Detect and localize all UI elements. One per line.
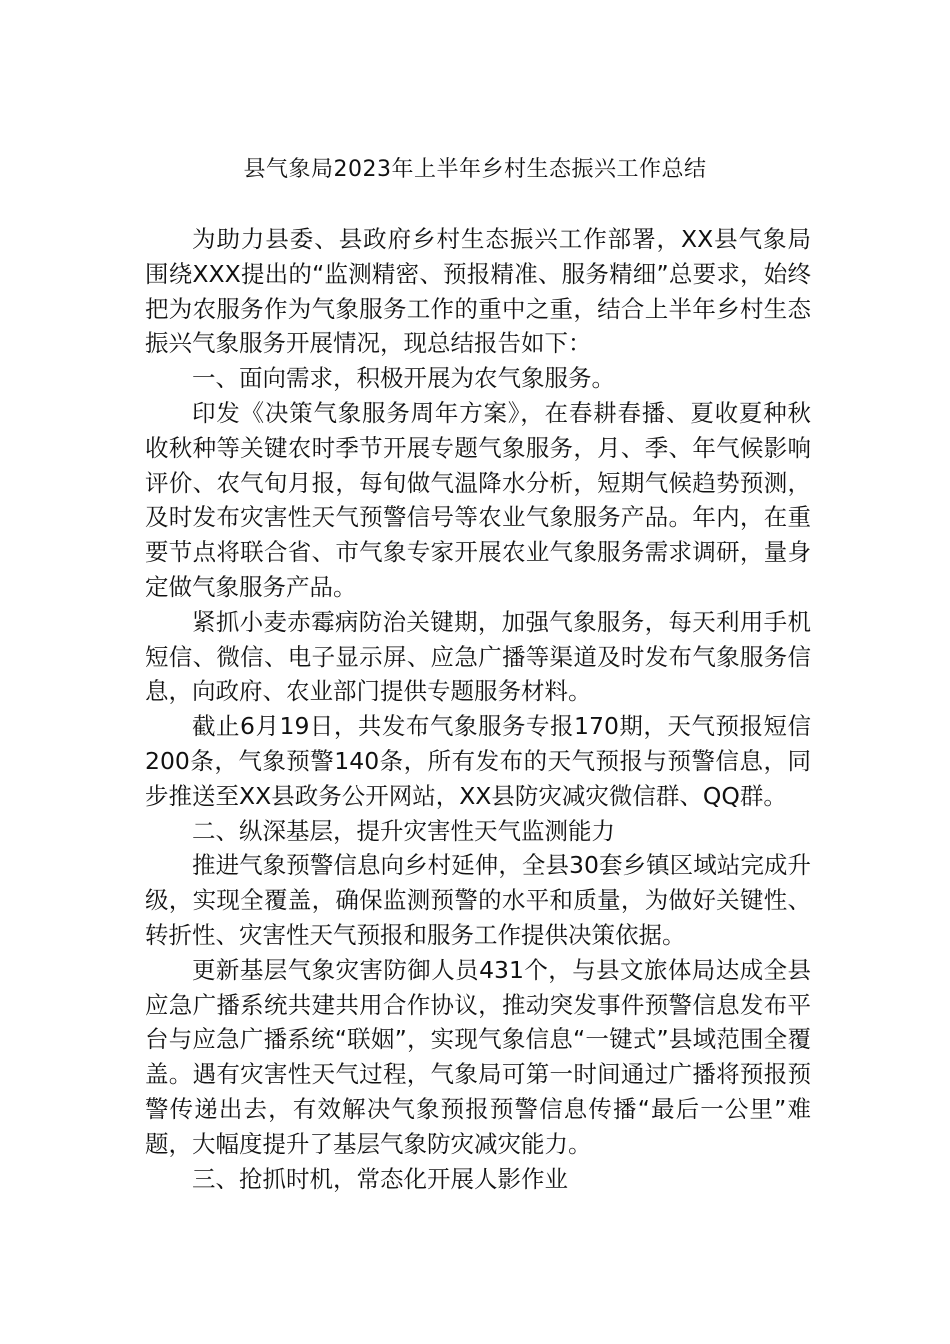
section-2-paragraph-2: 更新基层气象灾害防御人员431个，与县文旅体局达成全县应急广播系统共建共用合作协议，推动突发事件预警信息发布平台与应急广播系统“联姻”，实现气象信息“一键式”县域范围全覆盖。遇有灾害性天气过程，气象局可第一时间通过广播将预报预警传递出去，有效解决气象预报预警信息传播“最后一公里”难题，大幅度提升了基层气象防灾减灾能力。	[145, 955, 811, 1158]
section-heading-2: 二、纵深基层，提升灾害性天气监测能力	[192, 816, 615, 845]
section-1-paragraph-3: 截止6月19日，共发布气象服务专报170期，天气预报短信200条，气象预警140条，所有发布的天气预报与预警信息，同步推送至XX县政务公开网站，XX县防灾减灾微信群、QQ群。	[145, 712, 811, 810]
document-title: 县气象局2023年上半年乡村生态振兴工作总结	[243, 157, 707, 182]
intro-paragraph: 为助力县委、县政府乡村生态振兴工作部署，XX县气象局围绕XXX提出的“监测精密、预报精准、服务精细”总要求，始终把为农服务作为气象服务工作的重中之重，结合上半年乡村生态振兴气象服务开展情况，现总结报告如下：	[145, 225, 811, 358]
section-1-paragraph-1: 印发《决策气象服务周年方案》，在春耕春播、夏收夏种秋收秋种等关键农时季节开展专题气象服务，月、季、年气候影响评价、农气旬月报，每旬做气温降水分析，短期气候趋势预测，及时发布灾害性天气预警信号等农业气象服务产品。年内，在重要节点将联合省、市气象专家开展农业气象服务需求调研，量身定做气象服务产品。	[145, 398, 811, 601]
section-heading-1: 一、面向需求，积极开展为农气象服务。	[192, 364, 615, 393]
section-2-paragraph-1: 推进气象预警信息向乡村延伸，全县30套乡镇区域站完成升级，实现全覆盖，确保监测预警的水平和质量，为做好关键性、转折性、灾害性天气预报和服务工作提供决策依据。	[145, 851, 811, 949]
document-body	[145, 222, 811, 1196]
section-heading-3: 三、抢抓时机，常态化开展人影作业	[192, 1164, 568, 1193]
section-1-paragraph-2: 紧抓小麦赤霉病防治关键期，加强气象服务，每天利用手机短信、微信、电子显示屏、应急广播等渠道及时发布气象服务信息，向政府、农业部门提供专题服务材料。	[145, 607, 811, 706]
